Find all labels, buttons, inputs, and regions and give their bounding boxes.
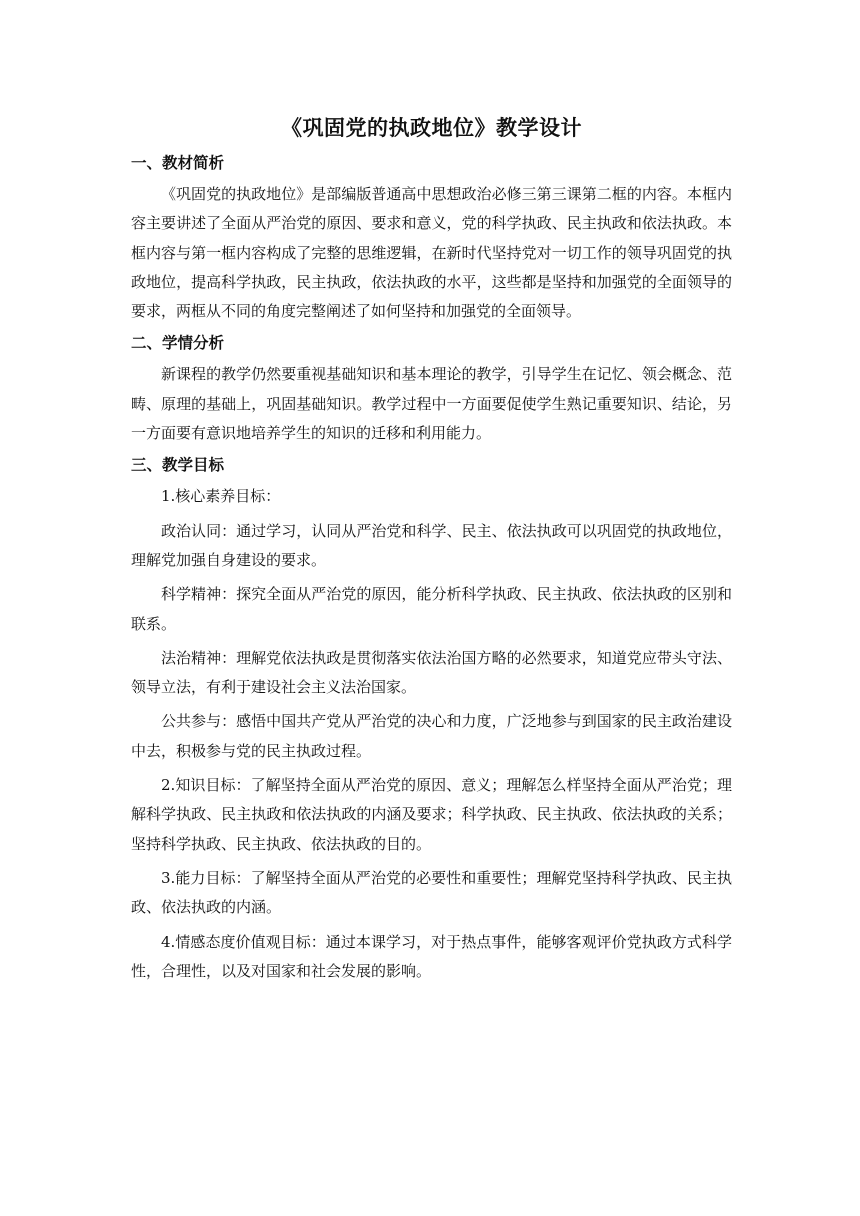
paragraph: 新课程的教学仍然要重视基础知识和基本理论的教学，引导学生在记忆、领会概念、范畴、原理的基础上，巩固基础知识。教学过程中一方面要促使学生熟记重要知识、结论，另一方面要有意识地培养学生的知识的迁移和利用能力。 xyxy=(131,365,732,443)
section-student-analysis xyxy=(131,331,732,448)
paragraph: 公共参与：感悟中国共产党从严治党的决心和力度，广泛地参与到国家的民主政治建设中去，积极参与党的民主执政过程。 xyxy=(131,712,732,760)
paragraph: 法治精神：理解党依法执政是贯彻落实依法治国方略的必然要求，知道党应带头守法、领导立法，有利于建设社会主义法治国家。 xyxy=(131,648,732,697)
paragraph: 政治认同：通过学习，认同从严治党和科学、民主、依法执政可以巩固党的执政地位，理解党加强自身建设的要求。 xyxy=(131,521,732,569)
section-heading: 一、教材简析 xyxy=(131,154,225,172)
paragraph: 3.能力目标：了解坚持全面从严治党的必要性和重要性；理解党坚持科学执政、民主执政、依法执政的内涵。 xyxy=(131,868,732,917)
paragraph: 科学精神：探究全面从严治党的原因，能分析科学执政、民主执政、依法执政的区别和联系。 xyxy=(131,585,732,633)
paragraph: 4.情感态度价值观目标：通过本课学习，对于热点事件，能够客观评价党执政方式科学性，合理性，以及对国家和社会发展的影响。 xyxy=(131,932,732,980)
paragraph: 2.知识目标：了解坚持全面从严治党的原因、意义；理解怎么样坚持全面从严治党；理解科学执政、民主执政和依法执政的内涵及要求；科学执政、民主执政、依法执政的关系；坚持科学执政、民主执政、依法执政的目的。 xyxy=(131,776,732,853)
section-teaching-goals xyxy=(131,453,732,986)
document-title: 《巩固党的执政地位》教学设计 xyxy=(281,115,582,140)
section-heading: 三、教学目标 xyxy=(131,456,225,475)
section-heading: 二、学情分析 xyxy=(131,334,225,353)
paragraph: 《巩固党的执政地位》是部编版普通高中思想政治必修三第三课第二框的内容。本框内容主要讲述了全面从严治党的原因、要求和意义，党的科学执政、民主执政和依法执政。本框内容与第一框内容构成了完整的思维逻辑，在新时代坚持党对一切工作的领导巩固党的执政地位，提高科学执政，民主执政，依法执政的水平，这些都是坚持和加强党的全面领导的要求，两框从不同的角度完整阐述了如何坚持和加强党的全面领导。 xyxy=(131,185,732,321)
section-textbook-analysis xyxy=(131,151,732,326)
paragraph: 1.核心素养目标： xyxy=(161,487,281,506)
document-body xyxy=(131,112,732,991)
